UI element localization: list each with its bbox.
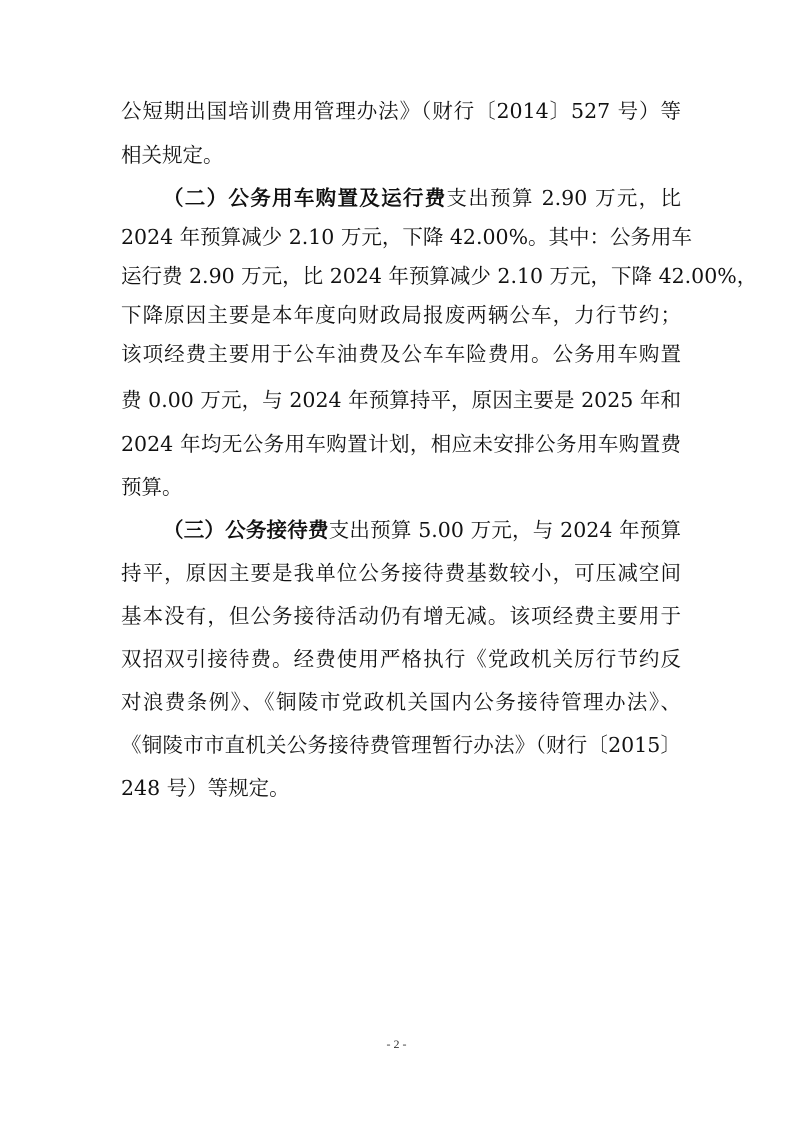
paragraph-line: 248 号）等规定。: [121, 776, 290, 800]
paragraph-line: 《铜陵市市直机关公务接待费管理暂行办法》（财行〔2015〕: [121, 733, 681, 757]
paragraph-line: 公短期出国培训费用管理办法》（财行〔2014〕527 号）等: [121, 99, 681, 123]
section-3-first-line: [163, 515, 681, 545]
paragraph-line: 双招双引接待费。经费使用严格执行《党政机关厉行节约反: [121, 647, 681, 671]
paragraph-line: 该项经费主要用于公车油费及公车车险费用。公务用车购置: [121, 342, 681, 366]
paragraph-line: 相关规定。: [121, 143, 224, 167]
paragraph-line: 费 0.00 万元，与 2024 年预算持平，原因主要是 2025 年和: [121, 388, 681, 412]
section-2-heading: （二）公务用车购置及运行费: [163, 186, 447, 210]
section-2-text: 支出预算 2.90 万元，比: [446, 186, 681, 210]
paragraph-line: 2024 年均无公务用车购置计划，相应未安排公务用车购置费: [121, 432, 681, 456]
paragraph-line: 下降原因主要是本年度向财政局报废两辆公车，力行节约；: [121, 303, 681, 327]
section-3-heading: （三）公务接待费: [163, 518, 329, 542]
section-3-text: 支出预算 5.00 万元，与 2024 年预算: [328, 518, 682, 542]
paragraph-line: 对浪费条例》、《铜陵市党政机关国内公务接待管理办法》、: [121, 690, 681, 714]
paragraph-line: 2024 年预算减少 2.10 万元，下降 42.00%。其中：公务用车: [121, 225, 693, 249]
page-number: - 2 -: [386, 1037, 407, 1051]
paragraph-line: 运行费 2.90 万元，比 2024 年预算减少 2.10 万元，下降 42.00%，: [121, 264, 758, 288]
paragraph-line: 预算。: [121, 475, 183, 499]
section-2-first-line: [163, 183, 681, 213]
paragraph-line: 持平，原因主要是我单位公务接待费基数较小，可压减空间: [121, 561, 681, 585]
paragraph-line: 基本没有，但公务接待活动仍有增无减。该项经费主要用于: [121, 604, 681, 628]
